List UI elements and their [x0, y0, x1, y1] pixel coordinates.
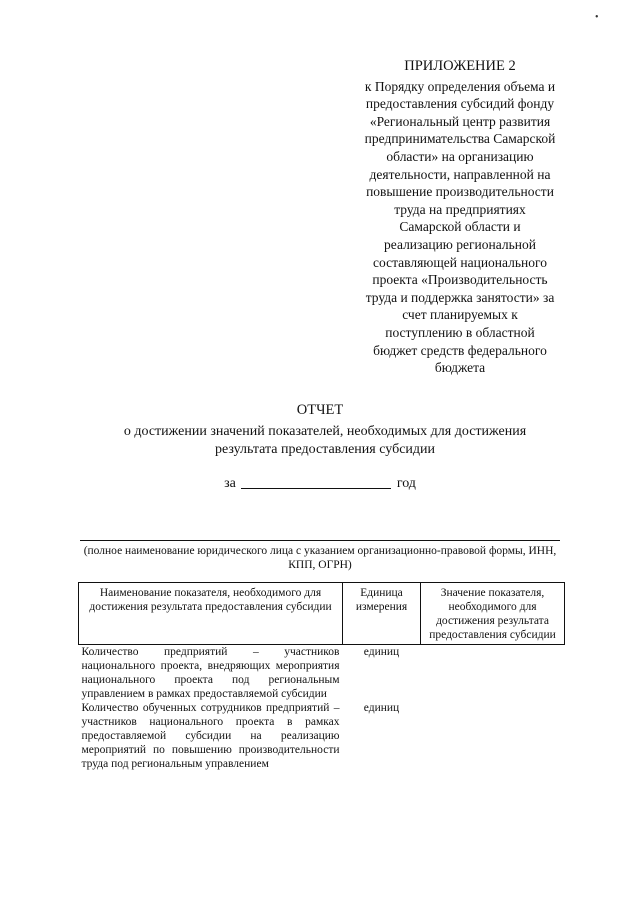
appendix-line: проекта «Производительность: [372, 272, 548, 288]
header-indicator-value: Значение показателя, необходимого для достижения результата предоставления субсидии: [421, 583, 565, 645]
appendix-line: счет планируемых к: [402, 307, 518, 323]
indicator-unit: единиц: [363, 646, 400, 658]
appendix-block: [340, 58, 580, 377]
indicator-name: Количество предприятий – участников национального проекта, внедряющих мероприятия национального проекта под региональным управлением в рамках предоставляемой субсидии: [81, 646, 340, 700]
appendix-line: бюджета: [434, 360, 486, 376]
report-period: [0, 474, 640, 492]
appendix-line: «Региональный центр развития: [369, 113, 551, 129]
appendix-line: поступлению в областной: [385, 324, 535, 340]
header-unit: Единица измерения: [343, 583, 421, 645]
period-suffix: год: [396, 476, 416, 491]
organization-name-field[interactable]: [80, 540, 560, 541]
indicators-table: [78, 582, 565, 771]
report-subtitle: о достижении значений показателей, необходимых для достижения результата предоставления субсидии: [123, 424, 527, 457]
appendix-line: труда и поддержка занятости» за: [365, 289, 555, 305]
organization-caption: (полное наименование юридического лица с указанием организационно-правовой формы, ИНН, КПП, ОГРН): [83, 545, 557, 571]
appendix-line: предоставления субсидий фонду: [365, 96, 555, 112]
appendix-line: реализацию региональной: [384, 236, 536, 252]
header-indicator-name: Наименование показателя, необходимого для достижения результата предоставления субсидии: [79, 583, 343, 645]
indicator-name: Количество обученных сотрудников предприятий – участников национального проекта в рамках предоставляемой субсидии на реализацию мероприятий по повышению производительности труда под региональным управлением: [81, 702, 340, 770]
appendix-title: ПРИЛОЖЕНИЕ 2: [404, 58, 516, 74]
appendix-line: составляющей национального: [373, 254, 547, 270]
table-header-row: [79, 583, 565, 645]
appendix-line: области» на организацию: [386, 148, 534, 164]
table-row: [79, 645, 565, 702]
appendix-line: к Порядку определения объема и: [364, 78, 556, 94]
appendix-line: предпринимательства Самарской: [364, 131, 556, 147]
table-row: [79, 701, 565, 771]
indicator-unit: единиц: [363, 702, 400, 714]
indicator-value[interactable]: [421, 701, 565, 771]
appendix-line: Самарской области и: [399, 219, 521, 235]
period-prefix: за: [224, 476, 236, 491]
period-blank-field[interactable]: [241, 474, 391, 489]
report-title: ОТЧЕТ: [296, 402, 344, 418]
appendix-line: повышение производительности: [366, 184, 554, 200]
corner-mark: •: [595, 12, 599, 23]
appendix-line: труда на предприятиях: [394, 201, 526, 217]
indicator-value[interactable]: [421, 645, 565, 702]
appendix-line: бюджет средств федерального: [373, 342, 547, 358]
appendix-line: деятельности, направленной на: [369, 166, 551, 182]
